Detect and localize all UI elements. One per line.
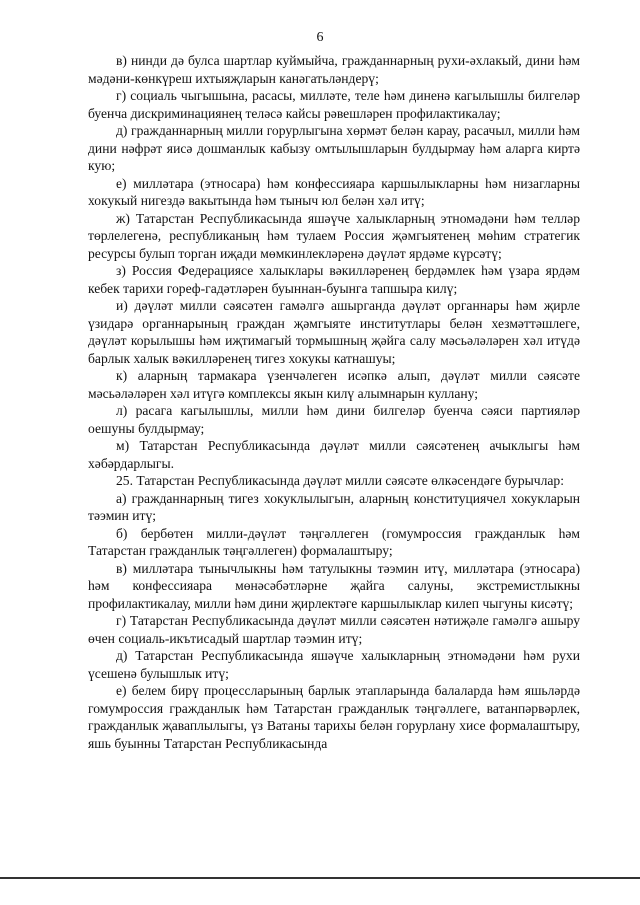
- paragraph: е) белем бирү процессларының барлык этапларында балаларда һәм яшьләрдә гомумроссия гражданлык һәм Татарстан гражданлык тәңгәллеге, ватанпәрвәрлек, гражданлык җаваплылыгы, үз Ватаны тарихы белән горурлану хисе формалаштыру, яшь буынны Татарстан Республикасында: [88, 683, 580, 751]
- paragraph: б) бербөтен милли-дәүләт тәңгәллеген (гомумроссия гражданлык һәм Татарстан гражданлык тәңгәллеген) формалаштыру;: [88, 525, 580, 558]
- paragraph: в) нинди дә булса шартлар куймыйча, гражданнарның рухи-әхлакый, дини һәм мәдәни-көнкүреш ихтыяҗларын канәгатьләндерү;: [88, 53, 580, 86]
- paragraph: л) расага кагылышлы, милли һәм дини билгеләр буенча сәяси партияләр оешуны булдырмау;: [88, 403, 580, 436]
- paragraph: г) социаль чыгышына, расасы, милләте, теле һәм диненә кагылышлы билгеләр буенча дискриминациянең теләсә кайсы рәвешләрен профилактикалау;: [88, 88, 580, 121]
- scan-edge-line: [0, 877, 640, 879]
- paragraph: в) милләтара тынычлыкны һәм татулыкны тәэмин итү, милләтара (этносара) һәм конфессияара мөнәсәбәтләрне җайга салуны, экстремистлыкны профилактикалау, милли һәм дини җирлектәге каршылыклар килеп чыгуны кисәтү;: [88, 560, 580, 611]
- paragraph: е) милләтара (этносара) һәм конфессияара каршылыкларны һәм низагларны хокукый нигездә вакытында һәм тыныч юл белән хәл итү;: [88, 175, 580, 208]
- paragraph: 25. Татарстан Республикасында дәүләт милли сәясәте өлкәсендәге бурычлар:: [116, 473, 564, 488]
- paragraph: а) гражданнарның тигез хокуклылыгын, аларның конституциячел хокукларын тәэмин итү;: [88, 490, 580, 523]
- paragraph: к) аларның тармакара үзенчәлеген исәпкә алып, дәүләт милли сәясәте мәсьәләләрен хәл итүгә комплексы якын килү алымнарын куллану;: [88, 368, 580, 401]
- paragraph: г) Татарстан Республикасында дәүләт милли сәясәтен нәтиҗәле гамәлгә ашыру өчен социаль-икътисадый шартлар тәэмин итү;: [88, 613, 580, 646]
- paragraph: и) дәүләт милли сәясәтен гамәлгә ашырганда дәүләт органнары һәм җирле үзидарә органнарының граждан җәмгыяте институтлары белән хезмәттәшлеге, дәүләт корылышы һәм иҗтимагый тормышның җәйга салу мәсьәләләрен хәл итүдә барлык халык вәкилләренең тигез хокукы катнашуы;: [88, 298, 580, 366]
- paragraph: д) Татарстан Республикасында яшәүче халыкларның этномәдәни һәм рухи үсешенә булышлык итү;: [88, 648, 580, 681]
- paragraph: ж) Татарстан Республикасында яшәүче халыкларның этномәдәни һәм телләр төрлелегенә, республиканың һәм тулаем Россия җәмгыятенең мөһим стратегик ресурсы булып торган иҗади мөмкинлекләренә дәүләт ярдәме күрсәтү;: [88, 210, 580, 261]
- document-body: [88, 52, 580, 752]
- paragraph: д) гражданнарның милли горурлыгына хөрмәт белән карау, расачыл, милли һәм дини нәфрәт яисә дошманлык кабызу омтылышларын булдырмау һәм аларга киртә кую;: [88, 123, 580, 173]
- paragraph: з) Россия Федерациясе халыклары вәкилләренең бердәмлек һәм үзара ярдәм кебек тарихи гореф-гадәтләрен буыннан-буынга тапшыра килү;: [88, 263, 580, 296]
- paragraph: м) Татарстан Республикасында дәүләт милли сәясәтенең ачыклыгы һәм хәбәрдарлыгы.: [88, 438, 580, 471]
- page-number: 6: [316, 30, 324, 45]
